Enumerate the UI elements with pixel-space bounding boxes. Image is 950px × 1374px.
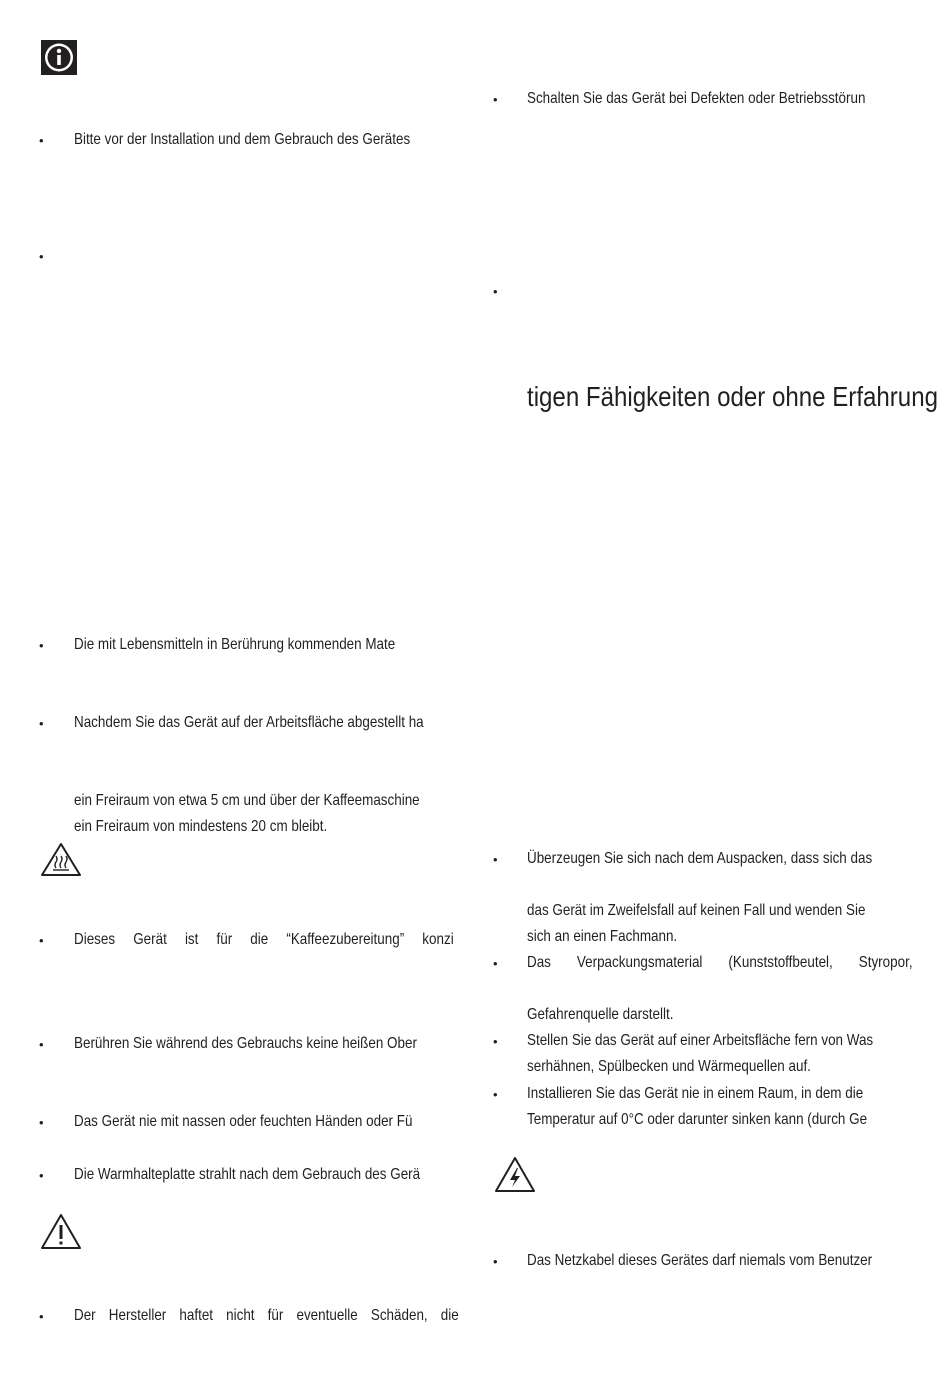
warning-icon bbox=[40, 1213, 82, 1251]
liability-note: Der Hersteller haftet nicht für eventuelle Schäden, die bbox=[74, 1307, 459, 1324]
hot-surface-icon bbox=[40, 842, 82, 878]
materials-note: Die mit Lebensmitteln in Berührung kommenden Mate bbox=[74, 636, 396, 653]
bullet: • bbox=[39, 716, 44, 731]
bullet: • bbox=[39, 1115, 44, 1130]
bullet: • bbox=[493, 852, 498, 867]
bullet: • bbox=[39, 1168, 44, 1183]
placement-note: Nachdem Sie das Gerät auf der Arbeitsfläche abgestellt ha bbox=[74, 714, 424, 731]
bullet: • bbox=[39, 1037, 44, 1052]
unpack-note-line-3: sich an einen Fachmann. bbox=[527, 928, 678, 945]
abilities-fragment: tigen Fähigkeiten oder ohne Erfahrung bbox=[527, 381, 938, 412]
wet-hands-note: Das Gerät nie mit nassen oder feuchten Händen oder Fü bbox=[74, 1113, 413, 1130]
hot-surfaces-note: Berühren Sie während des Gebrauchs keine heißen Ober bbox=[74, 1035, 417, 1052]
power-cord-note: Das Netzkabel dieses Gerätes darf niemals vom Benutzer bbox=[527, 1252, 873, 1269]
bullet: • bbox=[493, 1254, 498, 1269]
bullet: • bbox=[493, 92, 498, 107]
install-note: Bitte vor der Installation und dem Gebrauch des Gerätes bbox=[74, 131, 411, 148]
defects-note: Schalten Sie das Gerät bei Defekten oder Betriebsstörun bbox=[527, 90, 866, 107]
packaging-note-line-2: Gefahrenquelle darstellt. bbox=[527, 1006, 674, 1023]
unpack-note: Überzeugen Sie sich nach dem Auspacken, dass sich das bbox=[527, 850, 873, 867]
space-note-line-1: ein Freiraum von etwa 5 cm und über der Kaffeemaschine bbox=[74, 792, 420, 809]
bullet: • bbox=[39, 249, 44, 264]
bullet: • bbox=[493, 1087, 498, 1102]
bullet: • bbox=[39, 638, 44, 653]
packaging-note: Das Verpackungsmaterial (Kunststoffbeutel, Styropor, bbox=[527, 954, 913, 971]
bullet: • bbox=[493, 284, 498, 299]
unpack-note-line-2: das Gerät im Zweifelsfall auf keinen Fall und wenden Sie bbox=[527, 902, 866, 919]
purpose-note: Dieses Gerät ist für die “Kaffeezubereitung” konzi bbox=[74, 931, 454, 948]
bullet: • bbox=[493, 956, 498, 971]
temperature-note-line-2: Temperatur auf 0°C oder darunter sinken kann (durch Ge bbox=[527, 1111, 868, 1128]
electric-hazard-icon bbox=[494, 1156, 536, 1194]
temperature-note-line-1: Installieren Sie das Gerät nie in einem Raum, in dem die bbox=[527, 1085, 864, 1102]
space-note-line-2: ein Freiraum von mindestens 20 cm bleibt. bbox=[74, 818, 328, 835]
warming-plate-note: Die Warmhalteplatte strahlt nach dem Gebrauch des Gerä bbox=[74, 1166, 421, 1183]
surface-note-line-1: Stellen Sie das Gerät auf einer Arbeitsfläche fern von Was bbox=[527, 1032, 874, 1049]
bullet: • bbox=[39, 133, 44, 148]
surface-note-line-2: serhähnen, Spülbecken und Wärmequellen auf. bbox=[527, 1058, 811, 1075]
info-icon bbox=[41, 40, 77, 75]
bullet: • bbox=[39, 1309, 44, 1324]
bullet: • bbox=[493, 1034, 498, 1049]
bullet: • bbox=[39, 933, 44, 948]
